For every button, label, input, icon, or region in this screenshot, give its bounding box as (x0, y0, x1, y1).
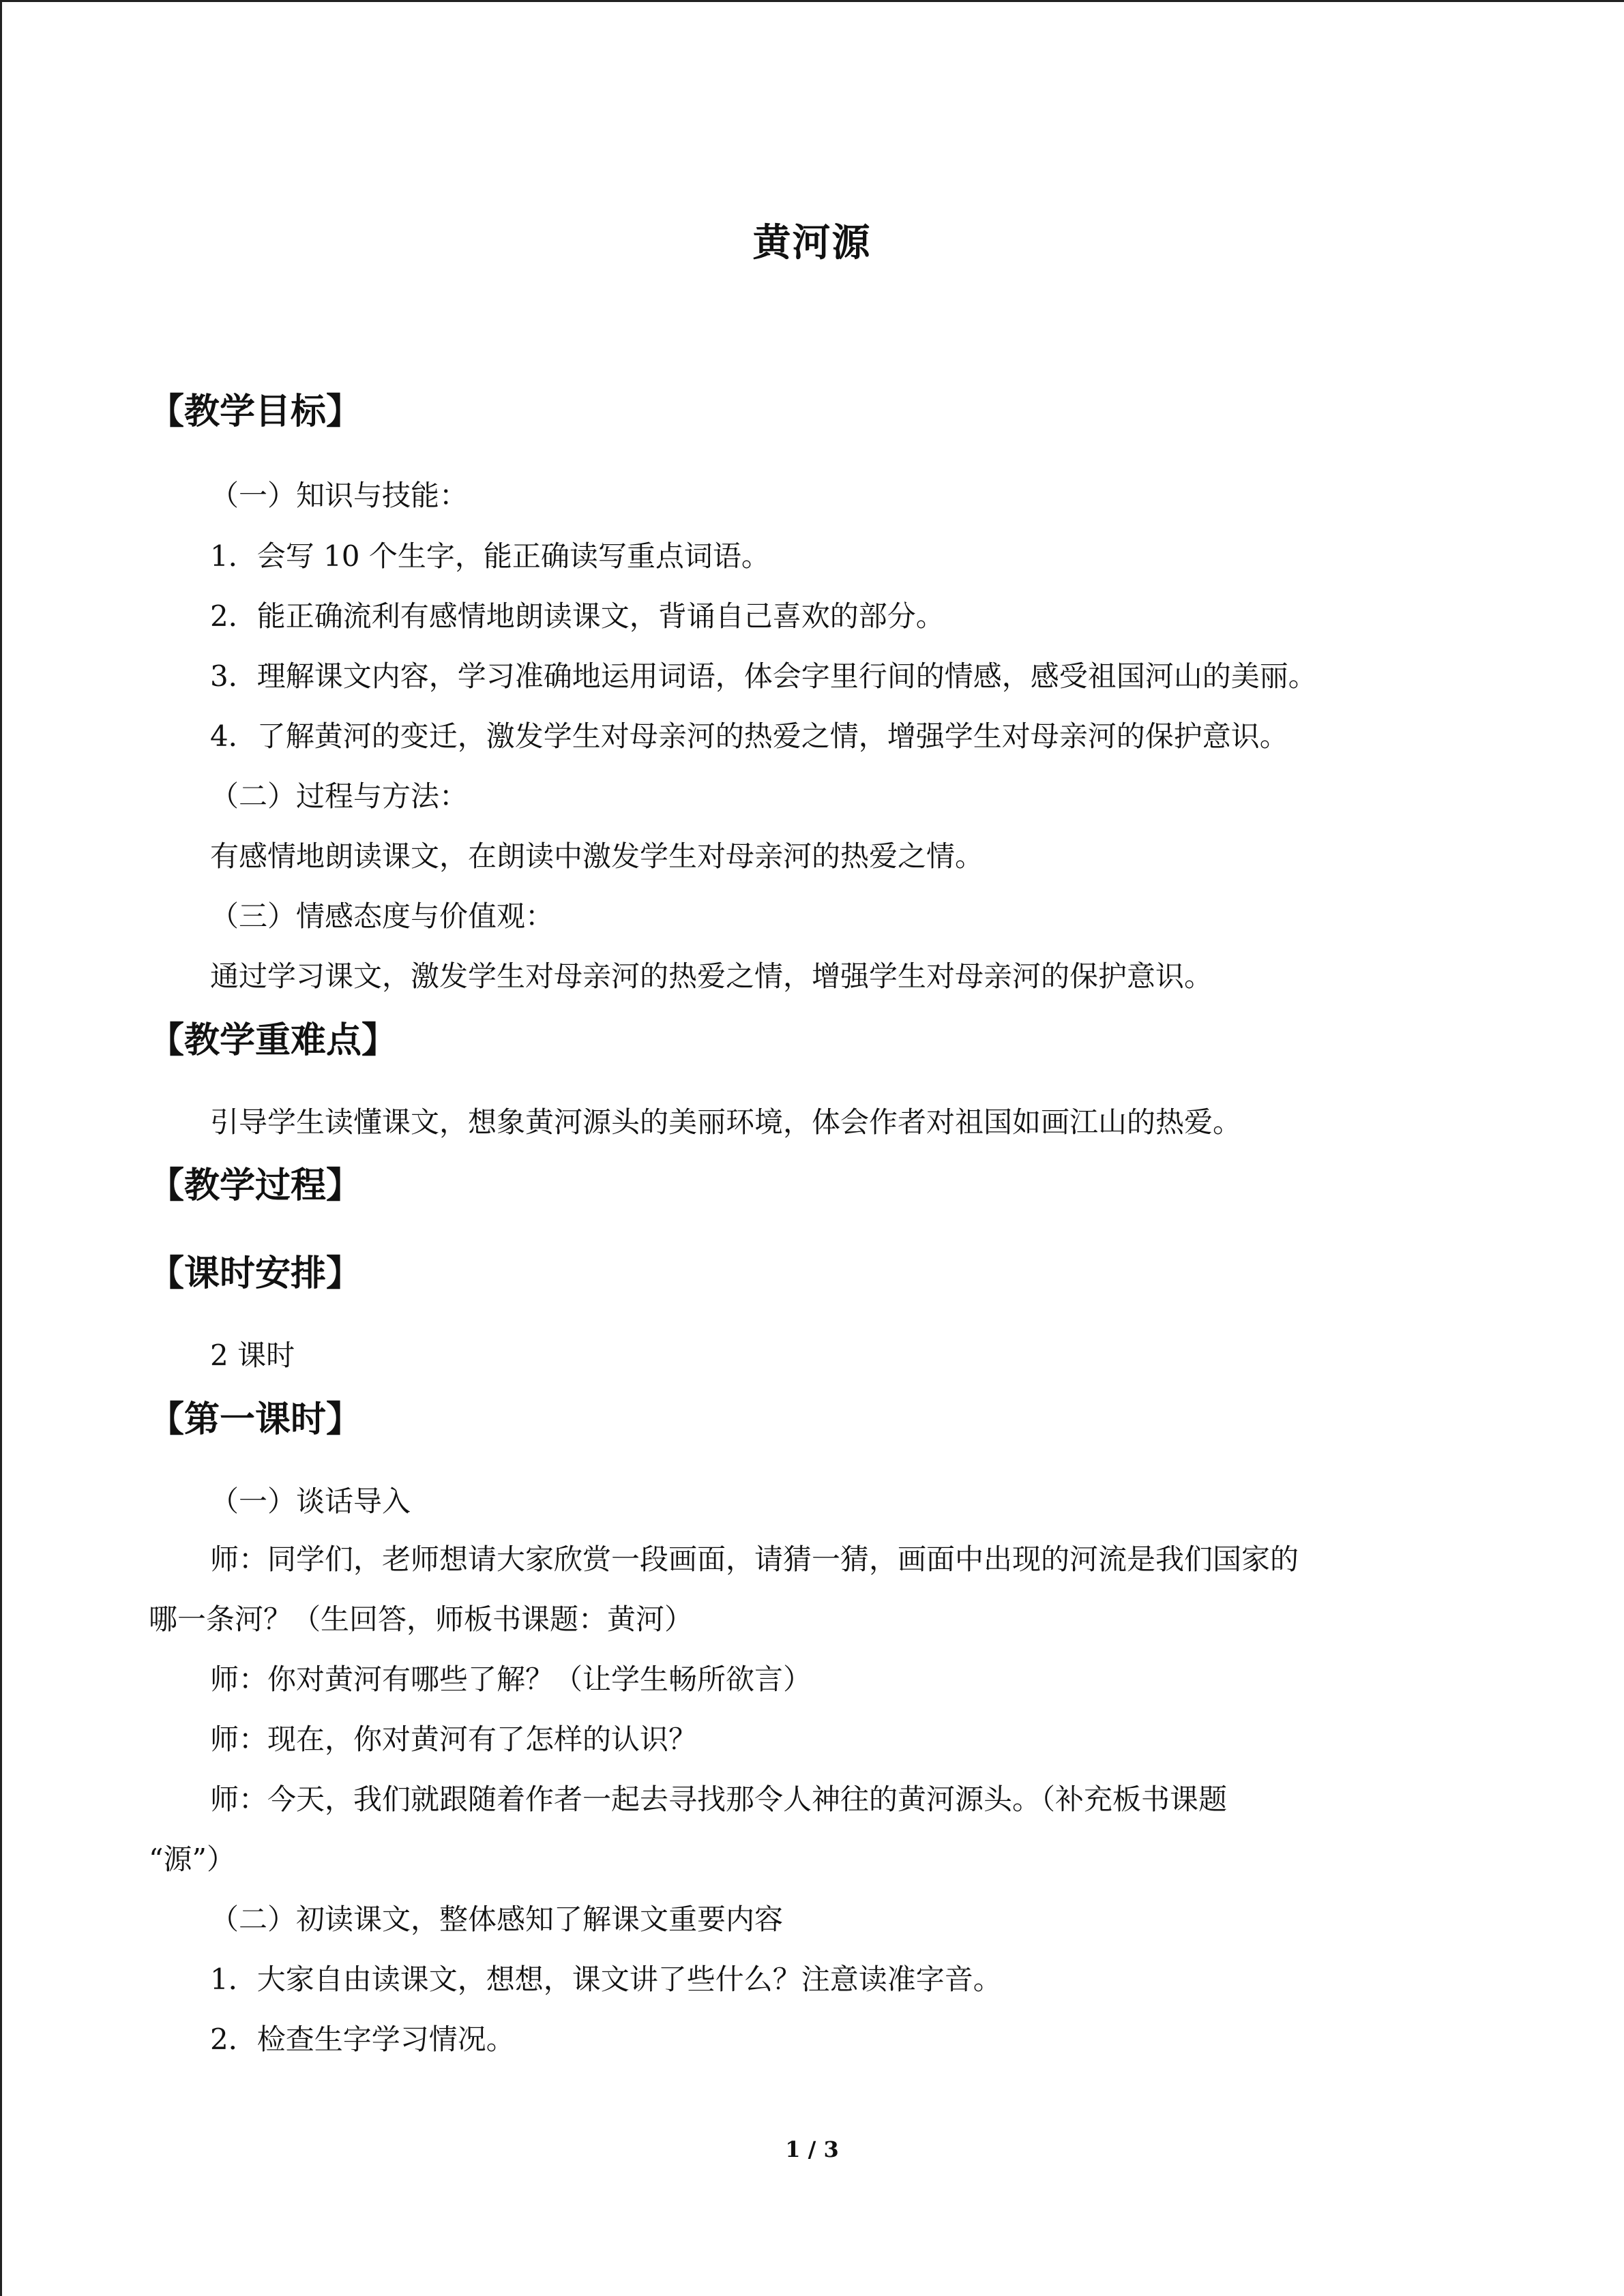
lesson1-sub1: （一）谈话导入 (210, 1485, 411, 1518)
goals-sub3-text: 通过学习课文，激发学生对母亲河的热爱之情，增强学生对母亲河的保护意识。 (210, 959, 1213, 993)
page-left-border (0, 0, 2, 2296)
goals-item-3: 3．理解课文内容，学习准确地运用词语，体会字里行间的情感，感受祖国河山的美丽。 (210, 659, 1317, 693)
goals-item-2: 2．能正确流利有感情地朗读课文，背诵自己喜欢的部分。 (210, 599, 945, 633)
goals-sub3: （三）情感态度与价值观： (210, 899, 555, 933)
schedule-text: 2 课时 (210, 1339, 295, 1372)
heading-teaching-goals: 【教学目标】 (149, 391, 362, 432)
heading-teaching-process: 【教学过程】 (149, 1165, 362, 1206)
goals-sub2-text: 有感情地朗读课文，在朗读中激发学生对母亲河的热爱之情。 (210, 839, 984, 873)
heading-lesson-1: 【第一课时】 (149, 1399, 362, 1440)
lesson1-line-3: 师：现在，你对黄河有了怎样的认识？ (210, 1723, 698, 1756)
heading-key-points: 【教学重难点】 (149, 1020, 398, 1061)
lesson1-line-2: 师：你对黄河有哪些了解？（让学生畅所欲言） (210, 1663, 812, 1696)
lesson1-line-1: 师：同学们，老师想请大家欣赏一段画面，请猜一猜，画面中出现的河流是我们国家的 (210, 1542, 1299, 1576)
document-title: 黄河源 (752, 221, 872, 265)
lesson1-sub2: （二）初读课文，整体感知了解课文重要内容 (210, 1903, 784, 1936)
goals-sub1: （一）知识与技能： (210, 479, 469, 512)
goals-item-1: 1．会写 10 个生字，能正确读写重点词语。 (210, 539, 770, 573)
key-points-text: 引导学生读懂课文，想象黄河源头的美丽环境，体会作者对祖国如画江山的热爱。 (210, 1105, 1242, 1139)
page-number: 1 / 3 (785, 2136, 839, 2162)
lesson1-item-2: 2．检查生字学习情况。 (210, 2023, 515, 2056)
goals-item-4: 4．了解黄河的变迁，激发学生对母亲河的热爱之情，增强学生对母亲河的保护意识。 (210, 719, 1288, 753)
page-top-border (0, 0, 1624, 2)
lesson1-line-1b: 哪一条河？（生回答，师板书课题：黄河） (149, 1602, 694, 1636)
lesson1-line-4: 师：今天，我们就跟随着作者一起去寻找那令人神往的黄河源头。（补充板书课题 (210, 1783, 1228, 1816)
heading-schedule: 【课时安排】 (149, 1253, 362, 1294)
goals-sub2: （二）过程与方法： (210, 779, 469, 813)
lesson1-line-4b: “源”） (149, 1843, 235, 1876)
lesson1-item-1: 1．大家自由读课文，想想，课文讲了些什么？注意读准字音。 (210, 1963, 1002, 1996)
